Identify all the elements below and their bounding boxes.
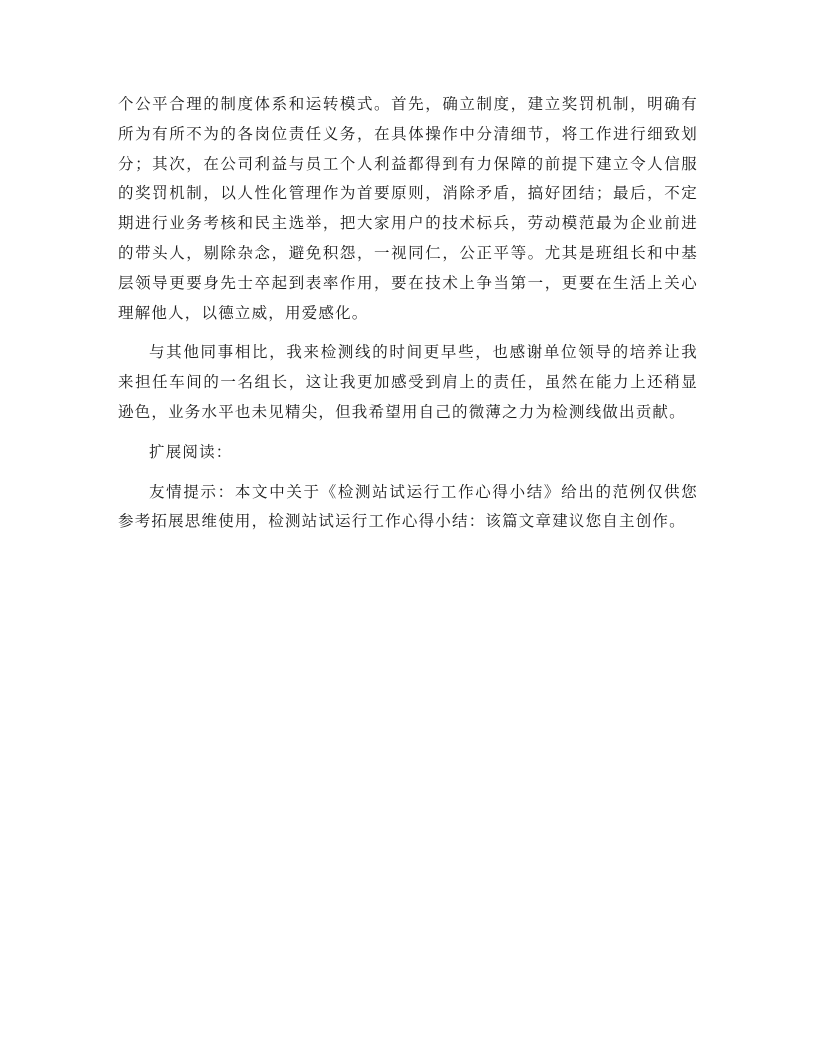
paragraph-extended-reading: 扩展阅读：: [149, 442, 233, 461]
document-page: [118, 90, 698, 537]
paragraph-friendly-tip: 友情提示：本文中关于《检测站试运行工作心得小结》给出的范例仅供您参考拓展思维使用，检测站试运行工作心得小结：该篇文章建议您自主创作。: [118, 482, 698, 531]
paragraph-personal-reflection: 与其他同事相比，我来检测线的时间更早些，也感谢单位领导的培养让我来担任车间的一名组长，这让我更加感受到肩上的责任，虽然在能力上还稍显逊色，业务水平也未见精尖，但我希望用自己的微薄之力为检测线做出贡献。: [118, 343, 698, 421]
paragraph-management-system: 个公平合理的制度体系和运转模式。首先，确立制度，建立奖罚机制，明确有所为有所不为的各岗位责任义务，在具体操作中分清细节，将工作进行细致划分；其次，在公司利益与员工个人利益都得到有力保障的前提下建立令人信服的奖罚机制，以人性化管理作为首要原则，消除矛盾，搞好团结；最后，不定期进行业务考核和民主选举，把大家用户的技术标兵，劳动模范最为企业前进的带头人，剔除杂念，避免积怨，一视同仁，公正平等。尤其是班组长和中基层领导更要身先士卒起到表率作用，要在技术上争当第一，更要在生活上关心理解他人，以德立威，用爱感化。: [118, 95, 698, 322]
